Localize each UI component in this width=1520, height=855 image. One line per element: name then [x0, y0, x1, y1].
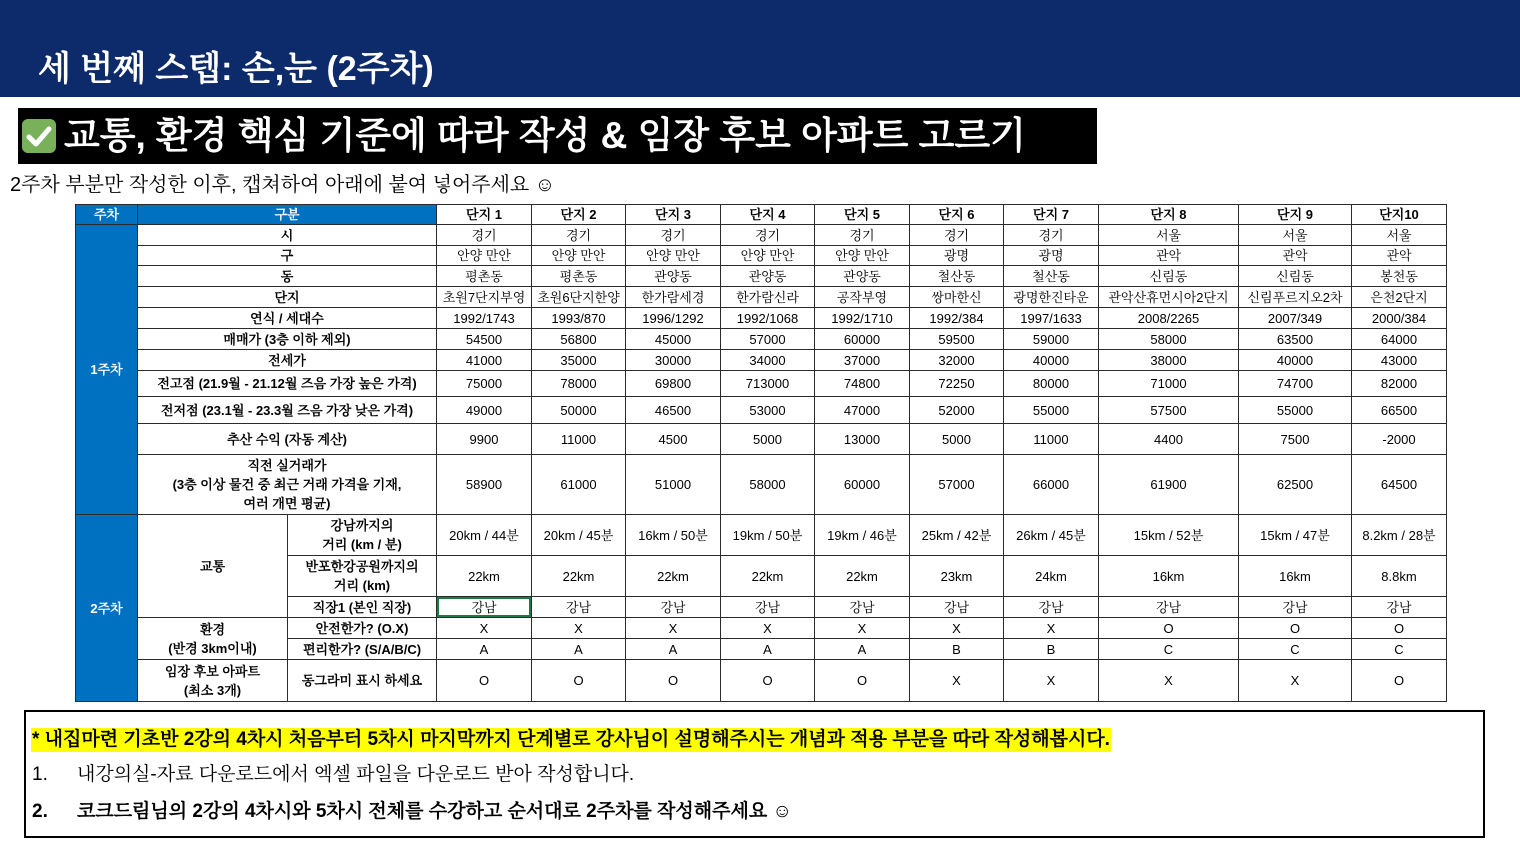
table-cell: 25km / 42분	[910, 515, 1004, 556]
table-cell: 37000	[815, 350, 910, 371]
table-cell: 강남	[626, 597, 721, 618]
label-line: (3층 이상 물건 중 최근 거래 가격을 기재,	[172, 477, 402, 492]
table-cell: 경기	[437, 225, 532, 246]
row-label	[138, 329, 437, 350]
table-cell: 41000	[437, 350, 532, 371]
label-line: 거리 (km)	[333, 578, 391, 593]
table-cell: 강남	[1239, 597, 1352, 618]
table-cell: 16km	[1239, 556, 1352, 597]
table-cell: A	[815, 639, 910, 660]
table-cell: 55000	[1004, 397, 1099, 424]
label-line: 동그라미 표시 하세요	[301, 673, 423, 688]
label-line: 시	[280, 227, 294, 243]
table-cell: 49000	[437, 397, 532, 424]
table-cell: 서울	[1099, 225, 1239, 246]
table-cell: 11000	[1004, 424, 1099, 455]
table-cell: 4500	[626, 424, 721, 455]
table-cell: 19km / 50분	[721, 515, 815, 556]
table-cell: 서울	[1239, 225, 1352, 246]
slide-header	[0, 0, 1520, 97]
table-cell: 35000	[532, 350, 626, 371]
row-label	[138, 308, 437, 329]
table-cell: O	[1352, 618, 1447, 639]
banner-text: 교통, 환경 핵심 기준에 따라 작성 & 임장 후보 아파트 고르기	[64, 115, 1026, 156]
table-cell: 40000	[1004, 350, 1099, 371]
complex-header: 단지 1	[437, 205, 532, 225]
table-cell: 2007/349	[1239, 308, 1352, 329]
label-line: 단지	[274, 289, 300, 305]
complex-header: 단지10	[1352, 205, 1447, 225]
table-cell: 57000	[721, 329, 815, 350]
table-cell: O	[815, 660, 910, 702]
table-cell: 20km / 44분	[437, 515, 532, 556]
table-cell: C	[1352, 639, 1447, 660]
table-cell: 철산동	[910, 266, 1004, 287]
table-cell: 강남	[1099, 597, 1239, 618]
table-cell: 78000	[532, 371, 626, 397]
table-cell: 19km / 46분	[815, 515, 910, 556]
table-cell: 75000	[437, 371, 532, 397]
table-cell: 4400	[1099, 424, 1239, 455]
table-cell: C	[1239, 639, 1352, 660]
instruction-text: 2주차 부분만 작성한 이후, 캡쳐하여 아래에 붙여 넣어주세요 ☺	[10, 174, 556, 196]
table-cell: 경기	[910, 225, 1004, 246]
table-cell: 광명	[910, 246, 1004, 266]
table-cell: 74700	[1239, 371, 1352, 397]
table-cell: 15km / 52분	[1099, 515, 1239, 556]
table-row	[76, 618, 1447, 639]
table-cell: 58000	[1099, 329, 1239, 350]
table-cell: 관양동	[721, 266, 815, 287]
table-cell: 평촌동	[437, 266, 532, 287]
table-cell: A	[437, 639, 532, 660]
table-row	[76, 455, 1447, 515]
table-cell: 관악	[1352, 246, 1447, 266]
table-cell: 38000	[1099, 350, 1239, 371]
table-cell: 쌍마한신	[910, 287, 1004, 308]
table-cell: 72250	[910, 371, 1004, 397]
table-cell: 5000	[721, 424, 815, 455]
table-cell: 22km	[532, 556, 626, 597]
row-label	[138, 225, 437, 246]
table-cell: 16km	[1099, 556, 1239, 597]
table-cell: 57000	[910, 455, 1004, 515]
label-line: 연식 / 세대수	[250, 310, 324, 326]
table-cell: X	[626, 618, 721, 639]
table-cell: 경기	[721, 225, 815, 246]
table-cell: 1992/1710	[815, 308, 910, 329]
table-cell: 13000	[815, 424, 910, 455]
table-cell: 22km	[437, 556, 532, 597]
table-cell: 66000	[1004, 455, 1099, 515]
table-cell: 50000	[532, 397, 626, 424]
table-cell: O	[437, 660, 532, 702]
table-cell: 58000	[721, 455, 815, 515]
table-cell: 공작부영	[815, 287, 910, 308]
table-row	[76, 225, 1447, 246]
complex-header: 단지 7	[1004, 205, 1099, 225]
label-line: 직전 실거래가	[247, 458, 327, 473]
table-cell: 713000	[721, 371, 815, 397]
table-cell: 60000	[815, 329, 910, 350]
table-cell: C	[1099, 639, 1239, 660]
table-cell: 30000	[626, 350, 721, 371]
table-cell: O	[1239, 618, 1352, 639]
table-cell: 5000	[910, 424, 1004, 455]
table-cell: 74800	[815, 371, 910, 397]
slide-title: 세 번째 스텝: 손,눈 (2주차)	[38, 50, 434, 88]
table-cell: 강남	[1004, 597, 1099, 618]
table-cell: 1993/870	[532, 308, 626, 329]
table-cell: 64500	[1352, 455, 1447, 515]
table-cell: X	[815, 618, 910, 639]
white-check-mark-icon	[21, 118, 57, 154]
table-cell: X	[1099, 660, 1239, 702]
table-cell: 71000	[1099, 371, 1239, 397]
table-cell: 신림동	[1239, 266, 1352, 287]
label-line: 구	[280, 248, 294, 263]
table-cell: 52000	[910, 397, 1004, 424]
table-row	[76, 266, 1447, 287]
complex-header: 단지 5	[815, 205, 910, 225]
table-cell: 80000	[1004, 371, 1099, 397]
note-text: 내강의실-자료 다운로드에서 엑셀 파일을 다운로드 받아 작성합니다.	[77, 764, 635, 785]
table-cell: 22km	[815, 556, 910, 597]
table-cell: 82000	[1352, 371, 1447, 397]
label-line: 환경	[199, 621, 226, 637]
complex-header: 단지 4	[721, 205, 815, 225]
table-cell: 경기	[1004, 225, 1099, 246]
table-cell: 초원7단지부영	[437, 287, 532, 308]
table-cell: X	[910, 660, 1004, 702]
table-cell: 안양 만안	[626, 246, 721, 266]
table-cell: 관악	[1099, 246, 1239, 266]
table-cell: 59500	[910, 329, 1004, 350]
table-cell: 32000	[910, 350, 1004, 371]
table-cell: X	[1004, 618, 1099, 639]
table-cell: 69800	[626, 371, 721, 397]
complex-header: 단지 6	[910, 205, 1004, 225]
table-row	[76, 308, 1447, 329]
table-cell: X	[910, 618, 1004, 639]
table-cell: 62500	[1239, 455, 1352, 515]
table-cell: 34000	[721, 350, 815, 371]
category-column-header: 구분	[138, 205, 437, 225]
row-label	[288, 515, 437, 556]
table-cell: 평촌동	[532, 266, 626, 287]
label-line: 전저점 (23.1월 - 23.3월 즈음 가장 낮은 가격)	[160, 402, 414, 418]
group-label	[138, 660, 288, 702]
row-label	[288, 556, 437, 597]
table-cell: 경기	[815, 225, 910, 246]
table-cell: 강남	[815, 597, 910, 618]
table-cell: 관악산휴먼시아2단지	[1099, 287, 1239, 308]
note-text: 코크드림님의 2강의 4차시와 5차시 전체를 수강하고 순서대로 2주차를 작성해주세요 ☺	[77, 801, 792, 822]
table-cell: 56800	[532, 329, 626, 350]
table-cell: 강남	[1352, 597, 1447, 618]
note-item	[32, 762, 634, 788]
table-cell: 53000	[721, 397, 815, 424]
label-line: 매매가 (3층 이하 제외)	[223, 331, 351, 347]
table-cell: 66500	[1352, 397, 1447, 424]
table-cell: -2000	[1352, 424, 1447, 455]
table-cell: 11000	[532, 424, 626, 455]
row-label	[288, 660, 437, 702]
row-label	[138, 455, 437, 515]
row-label	[288, 639, 437, 660]
table-cell: 철산동	[1004, 266, 1099, 287]
week-column-header: 주차	[76, 205, 138, 225]
complex-header: 단지 3	[626, 205, 721, 225]
table-cell: 관악	[1239, 246, 1352, 266]
row-label	[138, 246, 437, 266]
table-cell: 22km	[721, 556, 815, 597]
table-cell: 1996/1292	[626, 308, 721, 329]
table-cell: 1992/1068	[721, 308, 815, 329]
table-cell: 강남	[721, 597, 815, 618]
table-row	[76, 515, 1447, 556]
table-cell: 15km / 47분	[1239, 515, 1352, 556]
table-cell: 58900	[437, 455, 532, 515]
table-row	[76, 371, 1447, 397]
table-cell: 경기	[626, 225, 721, 246]
complex-header: 단지 8	[1099, 205, 1239, 225]
row-label	[138, 350, 437, 371]
table-cell: 47000	[815, 397, 910, 424]
label-line: 편리한가? (S/A/B/C)	[302, 641, 422, 657]
table-cell: 안양 만안	[815, 246, 910, 266]
table-cell: 강남	[437, 597, 532, 618]
row-label	[138, 397, 437, 424]
table-cell: O	[1352, 660, 1447, 702]
label-line: 임장 후보 아파트	[164, 663, 261, 679]
table-cell: 55000	[1239, 397, 1352, 424]
table-cell: 신림푸르지오2차	[1239, 287, 1352, 308]
table-cell: 안양 만안	[721, 246, 815, 266]
table-cell: X	[532, 618, 626, 639]
table-row	[76, 660, 1447, 702]
table-cell: 45000	[626, 329, 721, 350]
table-cell: 신림동	[1099, 266, 1239, 287]
table-cell: 초원6단지한양	[532, 287, 626, 308]
table-cell: 61900	[1099, 455, 1239, 515]
table-cell: 광명	[1004, 246, 1099, 266]
row-label	[288, 618, 437, 639]
table-cell: 23km	[910, 556, 1004, 597]
note-highlight: * 내집마련 기초반 2강의 4차시 처음부터 5차시 마지막까지 단계별로 강사님이 설명해주시는 개념과 적용 부분을 따라 작성해봅시다.	[32, 729, 1110, 750]
table-row	[76, 246, 1447, 266]
notes-box	[24, 710, 1485, 838]
table-cell: 54500	[437, 329, 532, 350]
table-cell: A	[532, 639, 626, 660]
table-cell: 8.2km / 28분	[1352, 515, 1447, 556]
row-label	[138, 287, 437, 308]
table-cell: O	[532, 660, 626, 702]
table-cell: 63500	[1239, 329, 1352, 350]
table-cell: A	[626, 639, 721, 660]
complex-header: 단지 9	[1239, 205, 1352, 225]
table-cell: 한가람세경	[626, 287, 721, 308]
table-cell: 7500	[1239, 424, 1352, 455]
table-cell: 40000	[1239, 350, 1352, 371]
table-cell: B	[910, 639, 1004, 660]
table-cell: 1992/384	[910, 308, 1004, 329]
row-label	[138, 424, 437, 455]
table-cell: 서울	[1352, 225, 1447, 246]
label-line: 거리 (km / 분)	[322, 537, 402, 552]
table-cell: X	[1004, 660, 1099, 702]
table-cell: B	[1004, 639, 1099, 660]
table-cell: 봉천동	[1352, 266, 1447, 287]
table-row	[76, 424, 1447, 455]
complex-header: 단지 2	[532, 205, 626, 225]
table-cell: X	[437, 618, 532, 639]
header-row	[76, 205, 1447, 225]
table-cell: 51000	[626, 455, 721, 515]
table-cell: 60000	[815, 455, 910, 515]
table-cell: X	[1239, 660, 1352, 702]
table-cell: O	[721, 660, 815, 702]
table-row	[76, 287, 1447, 308]
table-cell: 57500	[1099, 397, 1239, 424]
label-line: 여러 개면 평균)	[243, 496, 331, 511]
table-cell: 59000	[1004, 329, 1099, 350]
label-line: 전고점 (21.9월 - 21.12월 즈음 가장 높은 가격)	[157, 376, 417, 391]
apartment-comparison-table	[75, 204, 1447, 702]
table-cell: 9900	[437, 424, 532, 455]
table-cell: 2008/2265	[1099, 308, 1239, 329]
label-line: (반경 3km이내)	[168, 640, 257, 656]
table-cell: O	[626, 660, 721, 702]
table-cell: A	[721, 639, 815, 660]
note-item	[32, 799, 792, 825]
table-cell: 8.8km	[1352, 556, 1447, 597]
table-row	[76, 350, 1447, 371]
table-cell: 안양 만안	[437, 246, 532, 266]
table-row	[76, 397, 1447, 424]
label-line: (최소 3개)	[183, 682, 242, 698]
label-line: 교통	[199, 558, 226, 574]
table-row	[76, 329, 1447, 350]
table-cell: 61000	[532, 455, 626, 515]
table-cell: 한가람신라	[721, 287, 815, 308]
table-cell: 광명한진타운	[1004, 287, 1099, 308]
table-cell: 22km	[626, 556, 721, 597]
table-cell: 64000	[1352, 329, 1447, 350]
label-line: 전세가	[268, 352, 306, 368]
note-number: 2.	[32, 801, 48, 822]
table-cell: 16km / 50분	[626, 515, 721, 556]
label-line: 안전한가? (O.X)	[315, 620, 409, 636]
table-cell: 1992/1743	[437, 308, 532, 329]
label-line: 반포한강공원까지의	[305, 559, 419, 574]
table-cell: 46500	[626, 397, 721, 424]
table-cell: 43000	[1352, 350, 1447, 371]
group-label	[138, 618, 288, 660]
table-cell: 안양 만안	[532, 246, 626, 266]
table-cell: O	[1099, 618, 1239, 639]
table-cell: 2000/384	[1352, 308, 1447, 329]
row-label	[138, 266, 437, 287]
table-cell: 1997/1633	[1004, 308, 1099, 329]
table-cell: 경기	[532, 225, 626, 246]
week-label: 2주차	[76, 515, 138, 702]
table-cell: 20km / 45분	[532, 515, 626, 556]
table-cell: 24km	[1004, 556, 1099, 597]
table-cell: 강남	[532, 597, 626, 618]
table-cell: 강남	[910, 597, 1004, 618]
table-cell: 관양동	[626, 266, 721, 287]
table-cell: 관양동	[815, 266, 910, 287]
label-line: 직장1 (본인 직장)	[312, 599, 412, 615]
label-line: 동	[280, 268, 294, 284]
group-label	[138, 515, 288, 618]
note-number: 1.	[32, 764, 48, 785]
table-cell: 은천2단지	[1352, 287, 1447, 308]
row-label	[288, 597, 437, 618]
label-line: 추산 수익 (자동 계산)	[227, 431, 347, 447]
table-cell: X	[721, 618, 815, 639]
row-label	[138, 371, 437, 397]
section-banner	[18, 108, 1097, 164]
table-cell: 26km / 45분	[1004, 515, 1099, 556]
label-line: 강남까지의	[330, 518, 394, 533]
week-label: 1주차	[76, 225, 138, 515]
